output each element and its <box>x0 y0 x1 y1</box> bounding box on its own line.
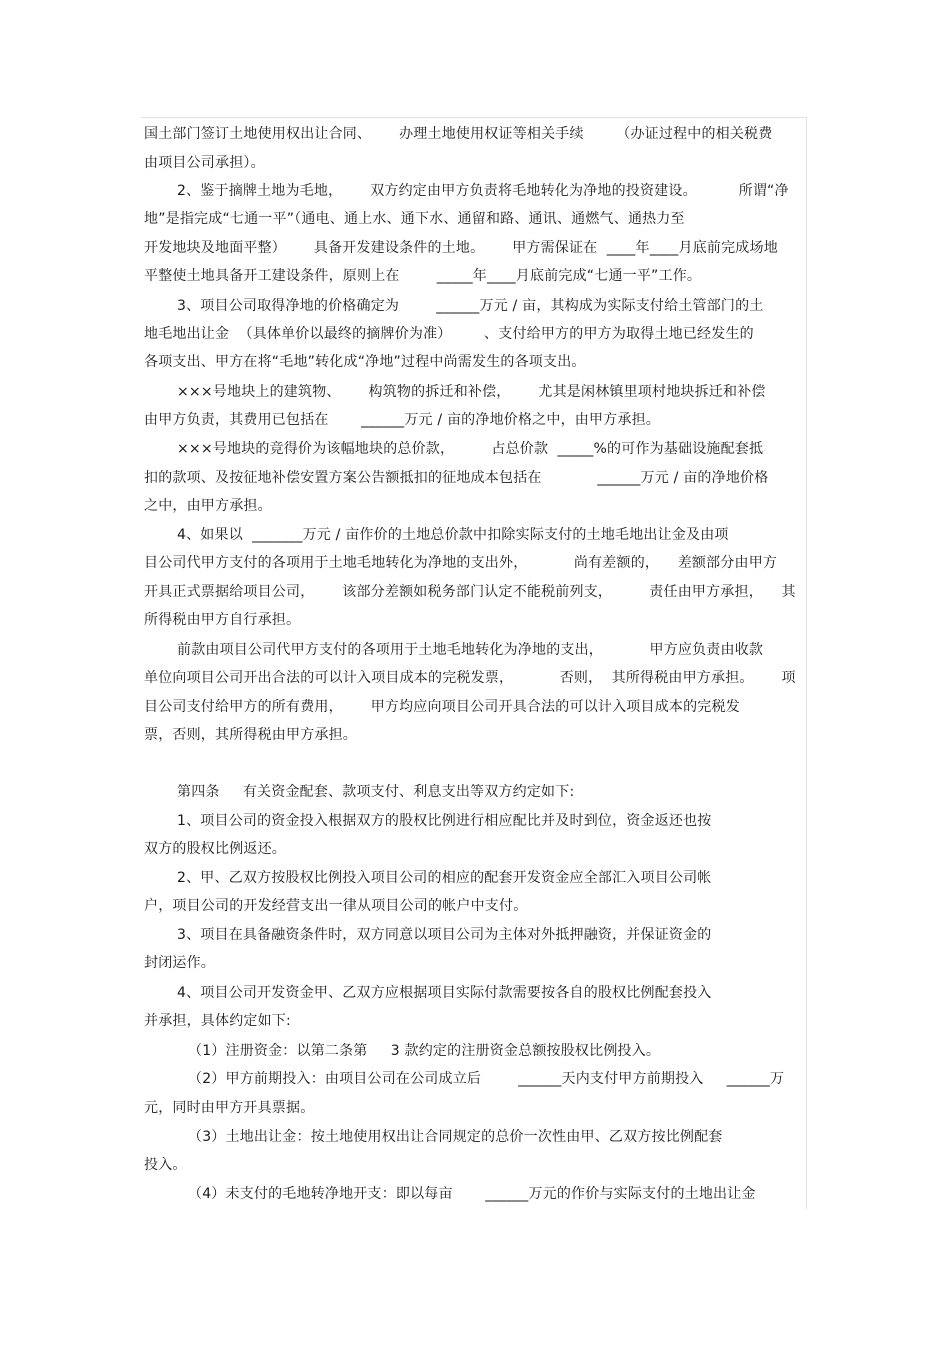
text-line: 目公司支付给甲方的所有费用， 甲方均应向项目公司开具合法的可以计入项目成本的完税发 <box>144 699 740 715</box>
text-line: 之中，由甲方承担。 <box>144 498 272 514</box>
text-line: 3、项目在具备融资条件时，双方同意以项目公司为主体对外抵押融资，并保证资金的 <box>177 927 712 943</box>
text-line: ×××号地块上的建筑物、 构筑物的拆迁和补偿， 尤其是闲林镇里项村地块拆迁和补偿 <box>177 384 766 400</box>
text-line: 开具正式票据给项目公司， 该部分差额如税务部门认定不能税前列支， 责任由甲方承担， 其 <box>144 584 796 600</box>
text-line: （4）未支付的毛地转净地开支：即以每亩 ______万元的作价与实际支付的土地出让金 <box>188 1186 756 1202</box>
text-line: ×××号地块的竞得价为该幅地块的总价款， 占总价款 _____%的可作为基础设施配套抵 <box>177 441 764 457</box>
text-line: 前款由项目公司代甲方支付的各项用于土地毛地转化为净地的支出， 甲方应负责由收款 <box>177 642 764 658</box>
text-line: 单位向项目公司开出合法的可以计入项目成本的完税发票， 否则， 其所得税由甲方承担。 项 <box>144 670 796 686</box>
text-line: 平整使土地具备开工建设条件，原则上在 _____年____月底前完成“七通一平”工作。 <box>144 268 702 284</box>
text-line: 所得税由甲方自行承担。 <box>144 612 301 628</box>
text-line: 国土部门签订土地使用权出让合同、 办理土地使用权证等相关手续 （办证过程中的相关税费 <box>144 126 773 142</box>
text-line: 票，否则，其所得税由甲方承担。 <box>144 727 357 743</box>
text-line: 地毛地出让金 （具体单价以最终的摘牌价为准） 、支付给甲方的甲方为取得土地已经发生的 <box>144 326 754 342</box>
text-line: 4、项目公司开发资金甲、乙双方应根据项目实际付款需要按各自的股权比例配套投入 <box>177 985 712 1001</box>
text-line: 3、项目公司取得净地的价格确定为 ______万元 / 亩，其构成为实际支付给土管部门的土 <box>177 298 764 314</box>
text-line: 由项目公司承担）。 <box>144 155 265 171</box>
text-line: 目公司代甲方支付的各项用于土地毛地转化为净地的支出外， 尚有差额的， 差额部分由甲方 <box>144 555 778 571</box>
text-line: 开发地块及地面平整） 具备开发建设条件的土地。 甲方需保证在 ____年____月底前完成场地 <box>144 240 778 256</box>
text-line: 投入。 <box>144 1157 187 1173</box>
text-line: 元，同时由甲方开具票据。 <box>144 1100 315 1116</box>
text-line: 双方的股权比例返还。 <box>144 841 286 857</box>
text-line: 户，项目公司的开发经营支出一律从项目公司的帐户中支付。 <box>144 898 528 914</box>
text-line: 4、如果以 _______万元 / 亩作价的土地总价款中扣除实际支付的土地毛地出让金及由项 <box>177 527 729 543</box>
text-line: 2、甲、乙双方按股权比例投入项目公司的相应的配套开发资金应全部汇入项目公司帐 <box>177 870 712 886</box>
text-line: （1）注册资金：以第二条第 3 款约定的注册资金总额按股权比例投入。 <box>188 1043 661 1059</box>
text-line: （3）土地出让金：按土地使用权出让合同规定的总价一次性由甲、乙双方按比例配套 <box>188 1129 723 1145</box>
text-line: 2、鉴于摘牌土地为毛地， 双方约定由甲方负责将毛地转化为净地的投资建设。 所谓“净 <box>177 183 789 199</box>
text-line: 扣的款项、及按征地补偿安置方案公告额抵扣的征地成本包括在 ______万元 / 亩的净地价格 <box>144 470 769 486</box>
text-line: 各项支出、甲方在将“毛地”转化成“净地”过程中尚需发生的各项支出。 <box>144 354 586 370</box>
text-line: 由甲方负责，其费用已包括在 ______万元 / 亩的净地价格之中，由甲方承担。 <box>144 412 660 428</box>
text-line: 1、项目公司的资金投入根据双方的股权比例进行相应配比并及时到位，资金返还也按 <box>177 813 712 829</box>
text-line: 封闭运作。 <box>144 955 215 971</box>
text-line: 地”是指完成“七通一平”（通电、通上水、通下水、通留和路、通讯、通燃气、通热力至 <box>144 211 685 227</box>
text-line: 并承担，具体约定如下: <box>144 1013 291 1029</box>
section-heading: 第四条 有关资金配套、款项支付、利息支出等双方约定如下: <box>177 784 575 800</box>
text-line: （2）甲方前期投入：由项目公司在公司成立后 ______天内支付甲方前期投入 ______万 <box>188 1071 785 1087</box>
